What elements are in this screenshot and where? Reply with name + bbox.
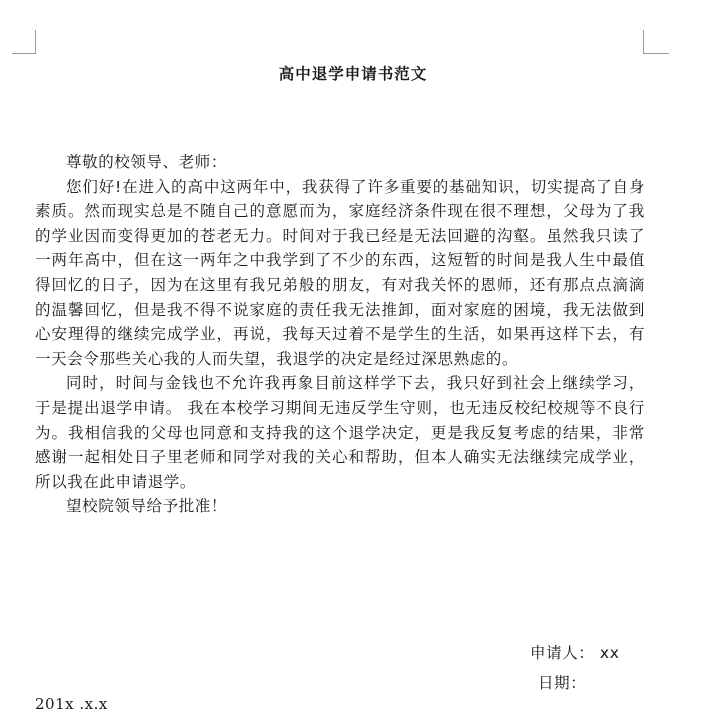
crop-mark-top-left-horizontal: [12, 53, 36, 54]
body-paragraph-3: 望校院领导给予批准！: [66, 497, 228, 516]
date-label: 日期：: [538, 674, 587, 692]
body-paragraph-2: 同时，时间与金钱也不允许我再象目前这样学下去，我只好到社会上继续学习，于是提出退学申请。 我在本校学习期间无违反学生守则，也无违反校纪校规等不良行为。我相信我的父母也同意和支持我的这个退学决定，更是我反复考虑的结果，非常感谢一起相处日子里老师和同学对我的关心和帮助，但本人确实无法继续完成学业，所以我在此申请退学。: [35, 374, 645, 491]
document-body: [35, 150, 645, 519]
greeting-line: 尊敬的校领导、老师：: [66, 153, 228, 171]
date-value: 201x .x.x: [35, 695, 108, 713]
document-title: 高中退学申请书范文: [278, 65, 428, 83]
crop-mark-top-left-vertical: [35, 30, 36, 54]
body-paragraph-1: 您们好!在进入的高中这两年中，我获得了许多重要的基础知识，切实提高了自身素质。然而现实总是不随自己的意愿而为，家庭经济条件现在很不理想，父母为了我的学业因而变得更加的苍老无力。时间对于我已经是无法回避的沟壑。虽然我只读了一两年高中，但在这一两年之中我学到了不少的东西，这短暂的时间是我人生中最值得回忆的日子，因为在这里有我兄弟般的朋友，有对我关怀的恩师，还有那点点滴滴的温馨回忆，但是我不得不说家庭的责任我无法推卸，面对家庭的困境，我无法做到心安理得的继续完成学业，再说，我每天过着不是学生的生活，如果再这样下去，有一天会令那些关心我的人而失望，我退学的决定是经过深思熟虑的。: [35, 177, 645, 368]
applicant-line: 申请人： xx: [530, 644, 620, 662]
crop-mark-top-right-vertical: [643, 30, 644, 54]
crop-mark-top-right-horizontal: [643, 53, 669, 54]
